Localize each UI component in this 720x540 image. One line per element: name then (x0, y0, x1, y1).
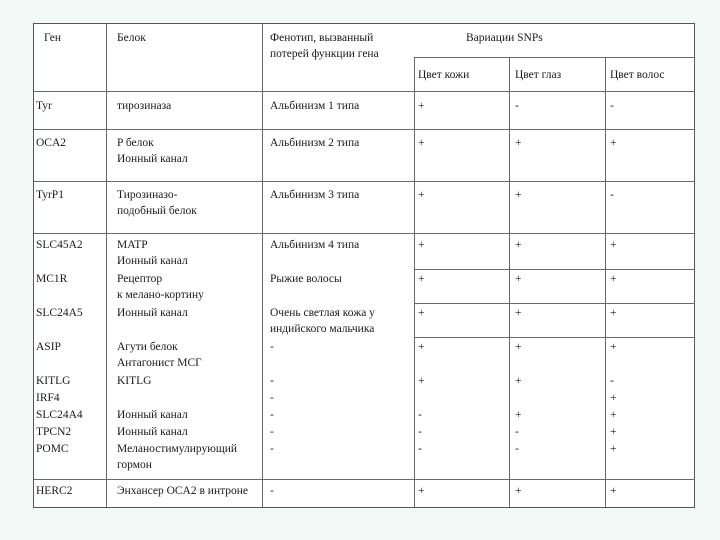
cell-protein: гормон (117, 459, 152, 471)
grid-line (34, 129, 695, 130)
header-eye-color: Цвет глаз (515, 69, 562, 81)
cell-hair-color: + (610, 485, 617, 497)
cell-protein: Ионный канал (117, 307, 188, 319)
cell-protein: к мелано-кортину (117, 289, 204, 301)
grid-line (262, 24, 263, 507)
cell-eye-color: - (515, 100, 519, 112)
grid-line (414, 57, 415, 507)
cell-hair-color: + (610, 307, 617, 319)
cell-hair-color: + (610, 273, 617, 285)
cell-phenotype: - (270, 375, 274, 387)
cell-protein: Ионный канал (117, 409, 188, 421)
cell-skin-color: - (418, 443, 422, 455)
cell-protein: KITLG (117, 375, 152, 387)
cell-gene: POMC (36, 443, 69, 455)
header-protein: Белок (117, 32, 146, 44)
cell-protein: Энхансер OCA2 в интроне (117, 485, 249, 497)
cell-hair-color: + (610, 341, 617, 353)
grid-line (414, 303, 695, 304)
grid-line (106, 24, 107, 507)
cell-phenotype: - (270, 443, 274, 455)
cell-hair-color: + (610, 426, 617, 438)
header-snp-variations: Вариации SNPs (466, 32, 543, 44)
grid-line (34, 233, 695, 234)
cell-protein: MATP (117, 239, 148, 251)
cell-skin-color: + (418, 375, 425, 387)
cell-phenotype: - (270, 341, 274, 353)
cell-protein: Антагонист МСГ (117, 357, 202, 369)
cell-hair-color: + (610, 443, 617, 455)
cell-gene: TPCN2 (36, 426, 72, 438)
grid-line (605, 57, 606, 507)
cell-skin-color: + (418, 307, 425, 319)
cell-protein: подобный белок (117, 205, 197, 217)
cell-phenotype: Альбинизм 4 типа (270, 239, 360, 251)
cell-gene: SLC24A4 (36, 409, 83, 421)
cell-skin-color: + (418, 273, 425, 285)
cell-skin-color: + (418, 485, 425, 497)
cell-gene: TyrP1 (36, 189, 64, 201)
cell-phenotype: индийского мальчика (270, 323, 375, 335)
cell-skin-color: + (418, 341, 425, 353)
cell-phenotype: Очень светлая кожа у (270, 307, 375, 319)
cell-skin-color: - (418, 409, 422, 421)
cell-eye-color: + (515, 485, 522, 497)
cell-hair-color: + (610, 137, 617, 149)
cell-skin-color: - (418, 426, 422, 438)
cell-eye-color: + (515, 189, 522, 201)
cell-skin-color: + (418, 189, 425, 201)
cell-hair-color: + (610, 409, 617, 421)
cell-protein: Рецептор (117, 273, 163, 285)
grid-line (509, 57, 510, 507)
cell-gene: MC1R (36, 273, 68, 285)
cell-protein: Тирозиназо- (117, 189, 178, 201)
cell-phenotype: Рыжие волосы (270, 273, 342, 285)
header-phenotype-line2: потерей функции гена (270, 48, 379, 60)
cell-protein: Ионный канал (117, 153, 188, 165)
grid-line (34, 479, 695, 480)
cell-hair-color: + (610, 392, 617, 404)
cell-eye-color: + (515, 341, 522, 353)
cell-gene: SLC24A5 (36, 307, 83, 319)
cell-protein: тирозиназа (117, 100, 172, 112)
cell-phenotype: Альбинизм 2 типа (270, 137, 360, 149)
cell-gene: HERC2 (36, 485, 73, 497)
cell-skin-color: + (418, 239, 425, 251)
cell-protein: Агути белок (117, 341, 178, 353)
grid-line (34, 91, 695, 92)
cell-eye-color: + (515, 239, 522, 251)
cell-hair-color: - (610, 100, 614, 112)
cell-phenotype: - (270, 392, 274, 404)
cell-phenotype: Альбинизм 3 типа (270, 189, 360, 201)
cell-protein: Ионный канал (117, 426, 188, 438)
cell-eye-color: + (515, 307, 522, 319)
grid-line (414, 337, 695, 338)
header-gene: Ген (44, 32, 62, 44)
cell-eye-color: + (515, 409, 522, 421)
cell-gene: OCA2 (36, 137, 67, 149)
cell-skin-color: + (418, 137, 425, 149)
cell-skin-color: + (418, 100, 425, 112)
cell-gene: KITLG (36, 375, 71, 387)
cell-protein: P белок (117, 137, 154, 149)
gene-snp-table (33, 23, 695, 508)
cell-eye-color: - (515, 443, 519, 455)
cell-phenotype: Альбинизм 1 типа (270, 100, 360, 112)
cell-gene: Tyr (36, 100, 52, 112)
cell-protein: Ионный канал (117, 255, 188, 267)
cell-eye-color: + (515, 137, 522, 149)
header-phenotype-line1: Фенотип, вызванный (270, 32, 374, 44)
cell-gene: IRF4 (36, 392, 60, 404)
cell-phenotype: - (270, 485, 274, 497)
cell-gene: SLC45A2 (36, 239, 83, 251)
grid-line (414, 57, 695, 58)
cell-phenotype: - (270, 409, 274, 421)
header-hair-color: Цвет волос (610, 69, 665, 81)
cell-protein: Меланостимулирующий (117, 443, 238, 455)
cell-gene: ASIP (36, 341, 61, 353)
cell-hair-color: - (610, 189, 614, 201)
header-skin-color: Цвет кожи (418, 69, 470, 81)
grid-line (34, 181, 695, 182)
cell-eye-color: + (515, 273, 522, 285)
cell-phenotype: - (270, 426, 274, 438)
cell-hair-color: - (610, 375, 614, 387)
cell-hair-color: + (610, 239, 617, 251)
grid-line (414, 269, 695, 270)
cell-eye-color: + (515, 375, 522, 387)
cell-eye-color: - (515, 426, 519, 438)
